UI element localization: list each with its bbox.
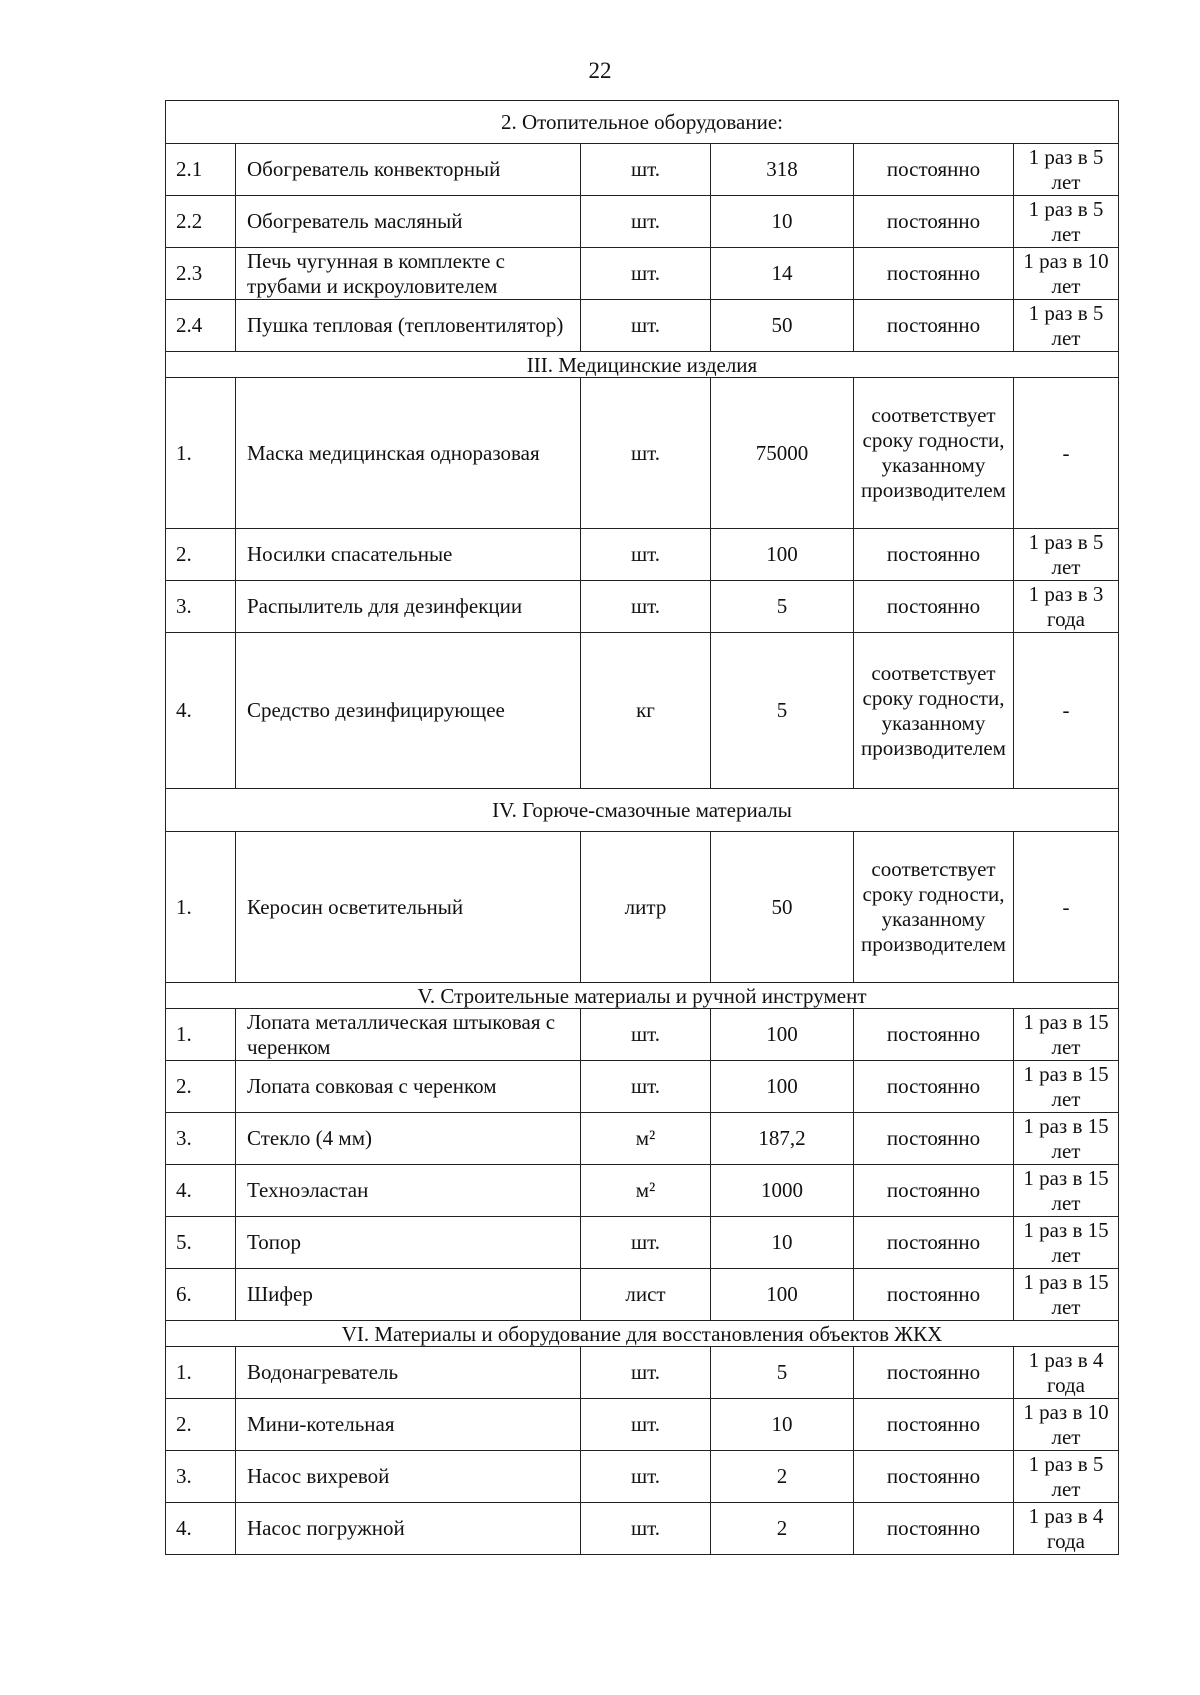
section-title: IV. Горюче-смазочные материалы	[166, 789, 1119, 832]
row-number: 3.	[166, 1451, 236, 1503]
item-storage-term: постоянно	[854, 1451, 1014, 1503]
item-unit: шт.	[581, 1217, 711, 1269]
item-unit: шт.	[581, 1009, 711, 1061]
table-body	[166, 101, 1119, 1555]
inventory-table	[165, 100, 1119, 1555]
item-storage-term: постоянно	[854, 1347, 1014, 1399]
table-row	[166, 1269, 1119, 1321]
table-row	[166, 300, 1119, 352]
section-header-row	[166, 1321, 1119, 1347]
item-name: Пушка тепловая (тепловентилятор)	[236, 300, 581, 352]
section-header-row	[166, 101, 1119, 144]
section-title: VI. Материалы и оборудование для восстановления объектов ЖКХ	[166, 1321, 1119, 1347]
item-quantity: 10	[711, 196, 854, 248]
item-renewal-period: 1 раз в 4 года	[1014, 1503, 1119, 1555]
item-quantity: 50	[711, 300, 854, 352]
item-quantity: 1000	[711, 1165, 854, 1217]
table-row	[166, 1399, 1119, 1451]
item-renewal-period: 1 раз в 15 лет	[1014, 1113, 1119, 1165]
item-storage-term: постоянно	[854, 1113, 1014, 1165]
item-unit: лист	[581, 1269, 711, 1321]
item-quantity: 5	[711, 581, 854, 633]
item-renewal-period: 1 раз в 5 лет	[1014, 529, 1119, 581]
item-name: Печь чугунная в комплекте с трубами и искроуловителем	[236, 248, 581, 300]
item-storage-term: постоянно	[854, 1503, 1014, 1555]
item-storage-term: соответствует сроку годности, указанному производителем	[854, 832, 1014, 983]
item-unit: шт.	[581, 300, 711, 352]
item-quantity: 14	[711, 248, 854, 300]
item-unit: шт.	[581, 248, 711, 300]
item-unit: шт.	[581, 1061, 711, 1113]
item-renewal-period: 1 раз в 4 года	[1014, 1347, 1119, 1399]
item-quantity: 2	[711, 1503, 854, 1555]
table-row	[166, 144, 1119, 196]
item-unit: шт.	[581, 581, 711, 633]
item-unit: шт.	[581, 196, 711, 248]
item-quantity: 100	[711, 1009, 854, 1061]
table-row	[166, 581, 1119, 633]
item-quantity: 100	[711, 529, 854, 581]
section-title: III. Медицинские изделия	[166, 352, 1119, 378]
row-number: 2.	[166, 529, 236, 581]
item-name: Лопата совковая с черенком	[236, 1061, 581, 1113]
item-storage-term: постоянно	[854, 144, 1014, 196]
item-name: Средство дезинфицирующее	[236, 633, 581, 789]
item-renewal-period: 1 раз в 10 лет	[1014, 248, 1119, 300]
section-header-row	[166, 352, 1119, 378]
item-name: Носилки спасательные	[236, 529, 581, 581]
row-number: 2.3	[166, 248, 236, 300]
table-row	[166, 248, 1119, 300]
item-unit: м²	[581, 1165, 711, 1217]
row-number: 1.	[166, 1347, 236, 1399]
item-storage-term: постоянно	[854, 196, 1014, 248]
item-quantity: 5	[711, 633, 854, 789]
item-renewal-period: 1 раз в 5 лет	[1014, 144, 1119, 196]
item-quantity: 187,2	[711, 1113, 854, 1165]
item-unit: шт.	[581, 144, 711, 196]
item-quantity: 5	[711, 1347, 854, 1399]
row-number: 1.	[166, 832, 236, 983]
row-number: 1.	[166, 378, 236, 529]
item-renewal-period: 1 раз в 15 лет	[1014, 1217, 1119, 1269]
row-number: 2.4	[166, 300, 236, 352]
item-storage-term: постоянно	[854, 248, 1014, 300]
item-name: Насос вихревой	[236, 1451, 581, 1503]
item-storage-term: постоянно	[854, 1399, 1014, 1451]
item-quantity: 318	[711, 144, 854, 196]
item-quantity: 100	[711, 1269, 854, 1321]
table-row	[166, 832, 1119, 983]
table-row	[166, 1009, 1119, 1061]
item-unit: шт.	[581, 1451, 711, 1503]
page-number: 22	[588, 58, 612, 83]
item-renewal-period: 1 раз в 3 года	[1014, 581, 1119, 633]
item-storage-term: постоянно	[854, 1061, 1014, 1113]
item-name: Распылитель для дезинфекции	[236, 581, 581, 633]
item-name: Водонагреватель	[236, 1347, 581, 1399]
item-unit: шт.	[581, 1399, 711, 1451]
item-storage-term: постоянно	[854, 300, 1014, 352]
item-storage-term: постоянно	[854, 1165, 1014, 1217]
table-row	[166, 1061, 1119, 1113]
table-row	[166, 378, 1119, 529]
item-name: Техноэластан	[236, 1165, 581, 1217]
item-name: Керосин осветительный	[236, 832, 581, 983]
item-storage-term: постоянно	[854, 1217, 1014, 1269]
item-name: Обогреватель масляный	[236, 196, 581, 248]
item-renewal-period: -	[1014, 378, 1119, 529]
item-storage-term: постоянно	[854, 529, 1014, 581]
row-number: 2.	[166, 1399, 236, 1451]
item-unit: шт.	[581, 1503, 711, 1555]
table-row	[166, 1503, 1119, 1555]
item-name: Лопата металлическая штыковая с черенком	[236, 1009, 581, 1061]
row-number: 2.2	[166, 196, 236, 248]
row-number: 4.	[166, 1165, 236, 1217]
item-renewal-period: 1 раз в 15 лет	[1014, 1165, 1119, 1217]
row-number: 1.	[166, 1009, 236, 1061]
item-quantity: 100	[711, 1061, 854, 1113]
item-renewal-period: 1 раз в 15 лет	[1014, 1009, 1119, 1061]
section-header-row	[166, 789, 1119, 832]
item-name: Насос погружной	[236, 1503, 581, 1555]
item-quantity: 50	[711, 832, 854, 983]
item-renewal-period: 1 раз в 15 лет	[1014, 1061, 1119, 1113]
item-unit: шт.	[581, 1347, 711, 1399]
item-unit: кг	[581, 633, 711, 789]
item-renewal-period: 1 раз в 10 лет	[1014, 1399, 1119, 1451]
item-storage-term: постоянно	[854, 1269, 1014, 1321]
table-row	[166, 1347, 1119, 1399]
table-row	[166, 1113, 1119, 1165]
section-title: 2. Отопительное оборудование:	[166, 101, 1119, 144]
row-number: 6.	[166, 1269, 236, 1321]
item-name: Маска медицинская одноразовая	[236, 378, 581, 529]
table-row	[166, 196, 1119, 248]
item-name: Мини-котельная	[236, 1399, 581, 1451]
item-renewal-period: 1 раз в 5 лет	[1014, 1451, 1119, 1503]
row-number: 3.	[166, 1113, 236, 1165]
item-unit: шт.	[581, 378, 711, 529]
item-unit: шт.	[581, 529, 711, 581]
table-row	[166, 529, 1119, 581]
item-name: Топор	[236, 1217, 581, 1269]
row-number: 4.	[166, 633, 236, 789]
item-unit: м²	[581, 1113, 711, 1165]
item-storage-term: соответствует сроку годности, указанному производителем	[854, 633, 1014, 789]
table-row	[166, 633, 1119, 789]
item-storage-term: соответствует сроку годности, указанному производителем	[854, 378, 1014, 529]
item-renewal-period: -	[1014, 633, 1119, 789]
item-renewal-period: 1 раз в 5 лет	[1014, 300, 1119, 352]
table-row	[166, 1165, 1119, 1217]
item-storage-term: постоянно	[854, 1009, 1014, 1061]
item-quantity: 10	[711, 1399, 854, 1451]
row-number: 3.	[166, 581, 236, 633]
item-name: Стекло (4 мм)	[236, 1113, 581, 1165]
section-title: V. Строительные материалы и ручной инструмент	[166, 983, 1119, 1009]
item-name: Обогреватель конвекторный	[236, 144, 581, 196]
table-row	[166, 1451, 1119, 1503]
section-header-row	[166, 983, 1119, 1009]
item-renewal-period: -	[1014, 832, 1119, 983]
table-row	[166, 1217, 1119, 1269]
item-renewal-period: 1 раз в 15 лет	[1014, 1269, 1119, 1321]
item-unit: литр	[581, 832, 711, 983]
row-number: 5.	[166, 1217, 236, 1269]
item-quantity: 10	[711, 1217, 854, 1269]
item-quantity: 2	[711, 1451, 854, 1503]
item-name: Шифер	[236, 1269, 581, 1321]
item-quantity: 75000	[711, 378, 854, 529]
row-number: 2.	[166, 1061, 236, 1113]
row-number: 2.1	[166, 144, 236, 196]
row-number: 4.	[166, 1503, 236, 1555]
item-storage-term: постоянно	[854, 581, 1014, 633]
item-renewal-period: 1 раз в 5 лет	[1014, 196, 1119, 248]
